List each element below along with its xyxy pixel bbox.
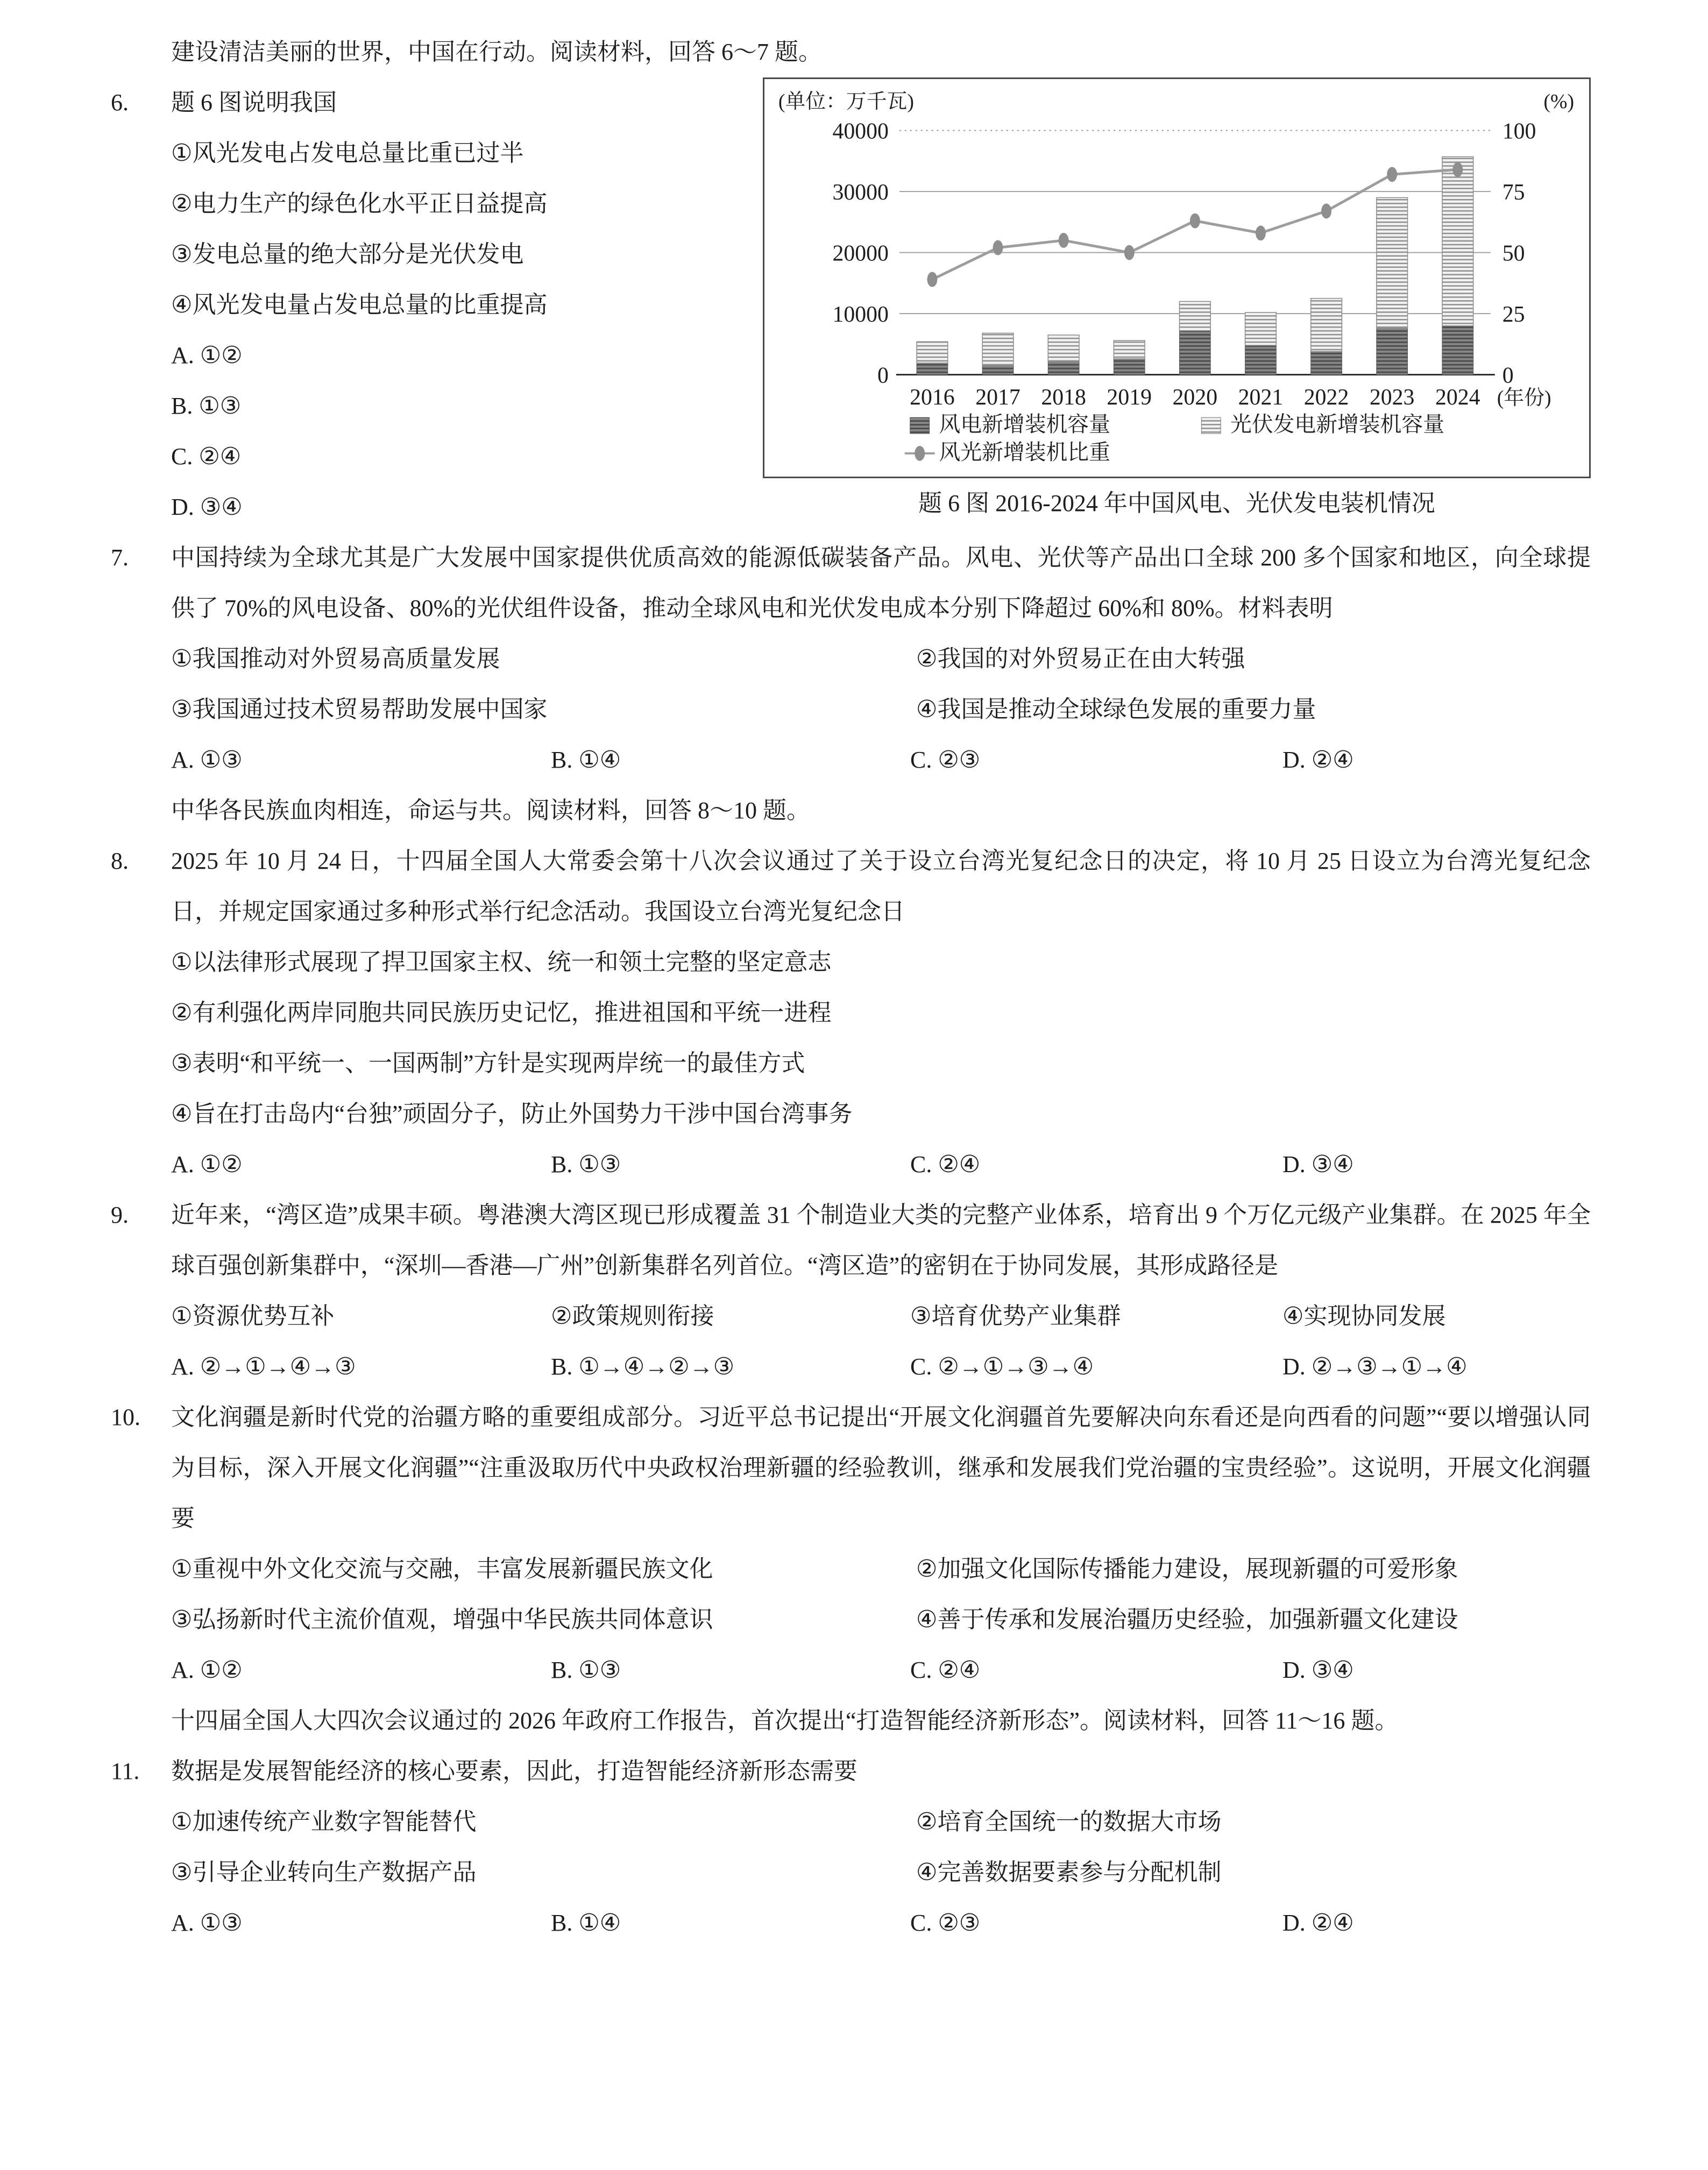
question-6-row bbox=[111, 77, 1591, 533]
question-7-stem: 中国持续为全球尤其是广大发展中国家提供优质高效的能源低碳装备产品。风电、光伏等产品出口全球 200 多个国家和地区，向全球提供了 70%的风电设备、80%的光伏组件设备，推动全球风电和光伏发电成本分别下降超过 60%和 80%。材料表明 bbox=[171, 544, 1591, 621]
question-11-item-3: ③引导企业转向生产数据产品 bbox=[171, 1859, 477, 1885]
question-9-option-b: B. ①→④→②→③ bbox=[551, 1353, 735, 1380]
svg-text:2016: 2016 bbox=[910, 385, 955, 410]
question-11-items bbox=[171, 1797, 1591, 1898]
question-7-options bbox=[171, 735, 1591, 785]
question-8-stem: 2025 年 10 月 24 日，十四届全国人大常委会第十八次会议通过了关于设立台湾光复纪念日的决定，将 10 月 25 日设立为台湾光复纪念日，并规定国家通过多种形式举行纪念活动。我国设立台湾光复纪念日 bbox=[171, 848, 1591, 925]
question-11-option-b: B. ①④ bbox=[551, 1910, 621, 1936]
svg-text:2023: 2023 bbox=[1369, 385, 1415, 410]
question-9 bbox=[111, 1190, 1591, 1392]
svg-text:光伏发电新增装机容量: 光伏发电新增装机容量 bbox=[1230, 413, 1445, 437]
question-7-option-b: B. ①④ bbox=[551, 747, 621, 773]
question-10-number: 10. bbox=[111, 1404, 140, 1430]
question-9-option-d: D. ②→③→①→④ bbox=[1282, 1353, 1468, 1380]
question-11-item-1: ①加速传统产业数字智能替代 bbox=[171, 1809, 477, 1835]
svg-text:风光新增装机比重: 风光新增装机比重 bbox=[939, 440, 1110, 464]
svg-text:(年份): (年份) bbox=[1497, 387, 1551, 410]
question-6-option-d: D. ③④ bbox=[171, 494, 243, 520]
question-6-item-3: ③发电总量的绝大部分是光伏发电 bbox=[171, 241, 524, 267]
chart-caption: 题 6 图 2016-2024 年中国风电、光伏发电装机情况 bbox=[918, 490, 1435, 516]
question-6-option-b: B. ①③ bbox=[171, 393, 242, 419]
svg-text:30000: 30000 bbox=[832, 180, 889, 205]
question-8-option-b: B. ①③ bbox=[551, 1151, 621, 1178]
question-11-option-c: C. ②③ bbox=[910, 1910, 981, 1936]
svg-text:2018: 2018 bbox=[1041, 385, 1086, 410]
question-11-number: 11. bbox=[111, 1758, 140, 1784]
question-7 bbox=[111, 533, 1591, 785]
question-8-item-4: ④旨在打击岛内“台独”顽固分子，防止外国势力干涉中国台湾事务 bbox=[171, 1101, 853, 1127]
intro-q6-7: 建设清洁美丽的世界，中国在行动。阅读材料，回答 6～7 题。 bbox=[171, 39, 822, 65]
question-6-column bbox=[111, 77, 763, 533]
question-7-item-1: ①我国推动对外贸易高质量发展 bbox=[171, 646, 500, 672]
question-6-item-2: ②电力生产的绿色化水平正日益提高 bbox=[171, 190, 548, 217]
question-9-items bbox=[171, 1291, 1591, 1342]
question-8-number: 8. bbox=[111, 848, 129, 874]
question-8 bbox=[111, 836, 1591, 1190]
question-10-option-d: D. ③④ bbox=[1282, 1657, 1354, 1683]
question-9-item-4: ④实现协同发展 bbox=[1282, 1303, 1446, 1329]
question-8-option-d: D. ③④ bbox=[1282, 1151, 1354, 1178]
svg-text:10000: 10000 bbox=[832, 302, 889, 327]
svg-text:(单位：万千瓦): (单位：万千瓦) bbox=[778, 90, 914, 113]
question-10-option-a: A. ①② bbox=[171, 1657, 243, 1683]
question-10-item-3: ③弘扬新时代主流价值观，增强中华民族共同体意识 bbox=[171, 1606, 713, 1633]
chart-panel bbox=[763, 77, 1591, 533]
question-10-options bbox=[171, 1645, 1591, 1696]
question-7-item-4: ④我国是推动全球绿色发展的重要力量 bbox=[916, 696, 1316, 722]
question-9-item-2: ②政策规则衔接 bbox=[551, 1303, 714, 1329]
svg-text:2021: 2021 bbox=[1238, 385, 1284, 410]
question-6-number: 6. bbox=[111, 89, 129, 116]
question-9-number: 9. bbox=[111, 1202, 129, 1228]
question-10-item-4: ④善于传承和发展治疆历史经验，加强新疆文化建设 bbox=[916, 1606, 1458, 1633]
svg-text:风电新增装机容量: 风电新增装机容量 bbox=[939, 413, 1110, 437]
question-10 bbox=[111, 1392, 1591, 1696]
question-6-stem: 题 6 图说明我国 bbox=[171, 89, 337, 116]
question-9-option-a: A. ②→①→④→③ bbox=[171, 1353, 356, 1380]
question-9-options bbox=[171, 1342, 1591, 1392]
svg-text:2020: 2020 bbox=[1172, 385, 1218, 410]
svg-text:100: 100 bbox=[1502, 119, 1536, 144]
question-10-stem: 文化润疆是新时代党的治疆方略的重要组成部分。习近平总书记提出“开展文化润疆首先要解决向东看还是向西看的问题”“要以增强认同为目标，深入开展文化润疆”“注重汲取历代中央政权治理新疆的经验教训，继承和发展我们党治疆的宝贵经验”。这说明，开展文化润疆要 bbox=[171, 1404, 1591, 1531]
question-11-option-a: A. ①③ bbox=[171, 1910, 243, 1936]
question-8-option-c: C. ②④ bbox=[910, 1151, 981, 1178]
question-9-item-3: ③培育优势产业集群 bbox=[910, 1303, 1121, 1329]
question-11-item-4: ④完善数据要素参与分配机制 bbox=[916, 1859, 1222, 1885]
question-7-items bbox=[171, 634, 1591, 735]
question-7-item-2: ②我国的对外贸易正在由大转强 bbox=[916, 646, 1245, 672]
question-6-option-a: A. ①② bbox=[171, 342, 243, 368]
question-6-option-c: C. ②④ bbox=[171, 443, 242, 470]
question-8-item-3: ③表明“和平统一、一国两制”方针是实现两岸统一的最佳方式 bbox=[171, 1050, 805, 1076]
intro-q11-16: 十四届全国人大四次会议通过的 2026 年政府工作报告，首次提出“打造智能经济新形态”。阅读材料，回答 11～16 题。 bbox=[171, 1707, 1399, 1734]
question-7-option-d: D. ②④ bbox=[1282, 747, 1354, 773]
svg-text:2024: 2024 bbox=[1435, 385, 1480, 410]
question-6 bbox=[111, 77, 763, 533]
question-11-stem: 数据是发展智能经济的核心要素，因此，打造智能经济新形态需要 bbox=[171, 1758, 857, 1784]
question-7-number: 7. bbox=[111, 544, 129, 571]
svg-text:2017: 2017 bbox=[975, 385, 1020, 410]
question-9-option-c: C. ②→①→③→④ bbox=[910, 1353, 1094, 1380]
question-7-option-a: A. ①③ bbox=[171, 747, 243, 773]
svg-text:2019: 2019 bbox=[1107, 385, 1152, 410]
installed-capacity-chart bbox=[764, 79, 1589, 477]
question-10-item-1: ①重视中外文化交流与交融，丰富发展新疆民族文化 bbox=[171, 1556, 713, 1582]
svg-text:2022: 2022 bbox=[1303, 385, 1349, 410]
question-10-items bbox=[171, 1544, 1591, 1645]
svg-text:40000: 40000 bbox=[832, 119, 889, 144]
chart-box bbox=[763, 77, 1591, 478]
question-6-item-4: ④风光发电量占发电总量的比重提高 bbox=[171, 292, 548, 318]
svg-text:(%): (%) bbox=[1543, 90, 1575, 113]
question-10-option-c: C. ②④ bbox=[910, 1657, 981, 1683]
question-11-options bbox=[171, 1898, 1591, 1948]
question-8-item-1: ①以法律形式展现了捍卫国家主权、统一和领土完整的坚定意志 bbox=[171, 949, 832, 975]
question-7-option-c: C. ②③ bbox=[910, 747, 981, 773]
svg-text:0: 0 bbox=[877, 363, 889, 388]
question-11-option-d: D. ②④ bbox=[1282, 1910, 1354, 1936]
svg-text:0: 0 bbox=[1502, 363, 1514, 388]
question-11-item-2: ②培育全国统一的数据大市场 bbox=[916, 1809, 1222, 1835]
question-11 bbox=[111, 1746, 1591, 1948]
svg-text:75: 75 bbox=[1502, 180, 1525, 205]
question-6-item-1: ①风光发电占发电总量比重已过半 bbox=[171, 140, 524, 166]
svg-text:20000: 20000 bbox=[832, 241, 889, 266]
intro-q8-10: 中华各民族血肉相连，命运与共。阅读材料，回答 8～10 题。 bbox=[171, 797, 810, 824]
question-8-option-a: A. ①② bbox=[171, 1151, 243, 1178]
question-9-item-1: ①资源优势互补 bbox=[171, 1303, 335, 1329]
question-9-stem: 近年来，“湾区造”成果丰硕。粤港澳大湾区现已形成覆盖 31 个制造业大类的完整产业体系，培育出 9 个万亿元级产业集群。在 2025 年全球百强创新集群中，“深圳—香港—广州”创新集群名列首位。“湾区造”的密钥在于协同发展，其形成路径是 bbox=[171, 1202, 1591, 1279]
question-8-item-2: ②有利强化两岸同胞共同民族历史记忆，推进祖国和平统一进程 bbox=[171, 999, 832, 1026]
question-10-option-b: B. ①③ bbox=[551, 1657, 621, 1683]
svg-text:50: 50 bbox=[1502, 241, 1525, 266]
question-10-item-2: ②加强文化国际传播能力建设，展现新疆的可爱形象 bbox=[916, 1556, 1458, 1582]
svg-text:25: 25 bbox=[1502, 302, 1525, 327]
question-8-options bbox=[171, 1139, 1591, 1190]
question-7-item-3: ③我国通过技术贸易帮助发展中国家 bbox=[171, 696, 548, 722]
